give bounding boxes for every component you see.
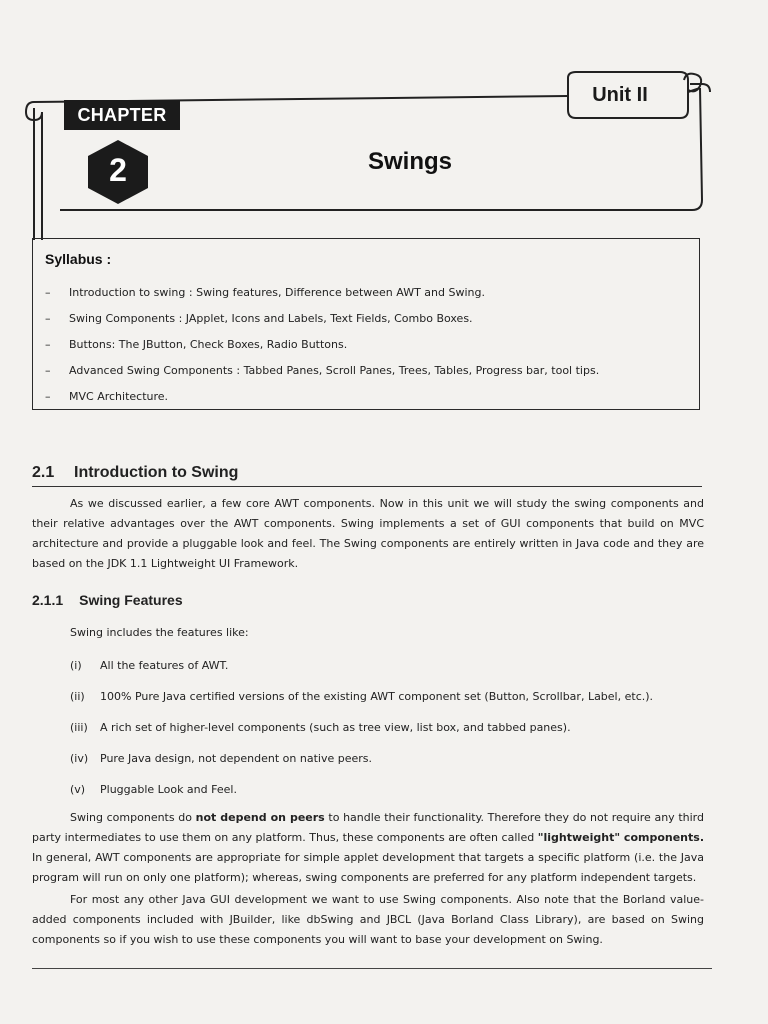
syllabus-item-text: Advanced Swing Components : Tabbed Panes, Scroll Panes, Trees, Tables, Progress bar, tool tips. <box>69 363 600 377</box>
syllabus-box <box>32 238 700 410</box>
feature-item <box>70 650 690 681</box>
intro-paragraph <box>32 494 704 574</box>
feature-text: All the features of AWT. <box>100 659 229 672</box>
borland-paragraph <box>32 890 704 950</box>
syllabus-item-text: Introduction to swing : Swing features, Difference between AWT and Swing. <box>69 285 485 299</box>
syllabus-item: – MVC Architecture. <box>45 389 169 403</box>
features-list <box>70 650 690 805</box>
features-lead: Swing includes the features like: <box>70 626 249 639</box>
peers-emphasis: not depend on peers <box>195 811 325 824</box>
syllabus-item: – Buttons: The JButton, Check Boxes, Radio Buttons. <box>45 337 348 351</box>
feature-marker: (i) <box>70 659 82 672</box>
feature-text: A rich set of higher-level components (such as tree view, list box, and tabbed panes). <box>100 721 571 734</box>
section-number: 2.1 <box>32 464 55 481</box>
borland-text: For most any other Java GUI development we want to use Swing components. Also note that the Borland value-added components included with JBuilder, like dbSwing and JBCL (Java Borland Class Library), are based on Swing components so if you wish to use these components you will want to base your development on Swing. <box>32 893 704 946</box>
subsection-heading <box>32 592 183 608</box>
feature-text: Pure Java design, not dependent on native peers. <box>100 752 373 765</box>
syllabus-item-text: MVC Architecture. <box>69 389 169 403</box>
intro-text: As we discussed earlier, a few core AWT components. Now in this unit we will study the swing components and their relative advantages over the AWT components. Swing implements a set of GUI components that build on MVC architecture and provide a pluggable look and feel. The Swing components are entirely written in Java code and they are based on the JDK 1.1 Lightweight UI Framework. <box>32 497 704 570</box>
syllabus-title: Syllabus : <box>45 251 112 267</box>
syllabus-item: – Swing Components : JApplet, Icons and Labels, Text Fields, Combo Boxes. <box>45 311 473 325</box>
page-bottom-rule <box>32 968 712 969</box>
syllabus-item: – Introduction to swing : Swing features, Difference between AWT and Swing. <box>45 285 485 299</box>
feature-item <box>70 681 690 712</box>
feature-marker: (ii) <box>70 690 85 703</box>
syllabus-list <box>45 279 685 409</box>
feature-marker: (iii) <box>70 721 88 734</box>
peers-text-a: Swing components do <box>70 811 196 824</box>
section-heading <box>32 462 702 487</box>
feature-item <box>70 712 690 743</box>
chapter-number: 2 <box>109 152 127 188</box>
syllabus-item: – Advanced Swing Components : Tabbed Panes, Scroll Panes, Trees, Tables, Progress bar, tool tips. <box>45 363 600 377</box>
feature-item <box>70 743 690 774</box>
chapter-title: Swings <box>367 148 452 175</box>
subsection-title: Swing Features <box>79 592 183 608</box>
syllabus-item-text: Swing Components : JApplet, Icons and Labels, Text Fields, Combo Boxes. <box>69 311 473 325</box>
feature-text: 100% Pure Java certified versions of the existing AWT component set (Button, Scrollbar, Label, etc.). <box>100 690 654 703</box>
syllabus-item-text: Buttons: The JButton, Check Boxes, Radio Buttons. <box>69 337 348 351</box>
subsection-number: 2.1.1 <box>32 592 64 608</box>
feature-item <box>70 774 690 805</box>
unit-label: Unit II <box>592 84 648 106</box>
section-title: Introduction to Swing <box>74 464 239 481</box>
peers-text-c: to handle their functionality. Therefore they do not require any third party intermediates to use them on any platform. Thus, these components are often called <box>32 811 704 844</box>
peers-text-e: In general, AWT components are appropriate for simple applet development that targets a specific platform (i.e. the Java program will run on only one platform); whereas, swing components are preferred for any platform independent targets. <box>32 851 704 884</box>
feature-marker: (v) <box>70 783 86 796</box>
peers-paragraph <box>32 808 704 888</box>
lightweight-emphasis: "lightweight" components. <box>537 831 704 844</box>
chapter-label: CHAPTER <box>64 100 180 130</box>
feature-marker: (iv) <box>70 752 89 765</box>
feature-text: Pluggable Look and Feel. <box>100 783 237 796</box>
